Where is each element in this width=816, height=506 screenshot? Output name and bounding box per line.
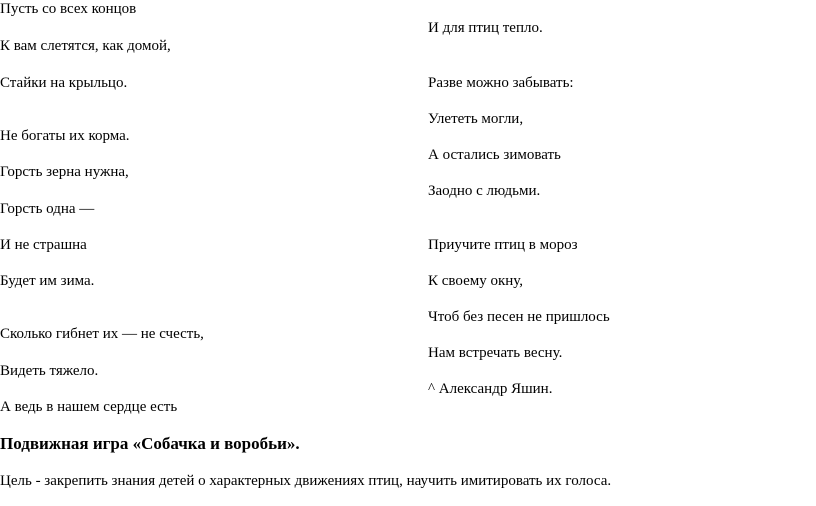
poem-line: И не страшна bbox=[0, 237, 87, 253]
game-goal: Цель - закрепить знания детей о характерных движениях птиц, научить имитировать их голоса. bbox=[0, 473, 612, 489]
poem-line: А остались зимовать bbox=[428, 147, 561, 163]
poem-line: Приучите птиц в мороз bbox=[428, 237, 578, 253]
poem-line: Стайки на крыльцо. bbox=[0, 75, 128, 91]
poem-line: К своему окну, bbox=[428, 273, 524, 289]
poem-line: Будет им зима. bbox=[0, 273, 95, 289]
poem-line: Горсть одна — bbox=[0, 201, 95, 217]
poem-line: А ведь в нашем сердце есть bbox=[0, 399, 178, 415]
poem-line: К вам слетятся, как домой, bbox=[0, 38, 171, 54]
game-title: Подвижная игра «Собачка и воробьи». bbox=[0, 434, 300, 453]
poem-line: Заодно с людьми. bbox=[428, 183, 541, 199]
poem-line: Горсть зерна нужна, bbox=[0, 164, 129, 180]
poem-line: Пусть со всех концов bbox=[0, 1, 137, 17]
poem-line: Нам встречать весну. bbox=[428, 345, 563, 361]
poem-line: Не богаты их корма. bbox=[0, 128, 130, 144]
poem-line: Видеть тяжело. bbox=[0, 363, 99, 379]
poem-line: Улететь могли, bbox=[428, 111, 524, 127]
poem-line: Сколько гибнет их — не счесть, bbox=[0, 326, 204, 342]
poem-line: Чтоб без песен не пришлось bbox=[428, 309, 610, 325]
poem-author: ^ Александр Яшин. bbox=[428, 381, 553, 397]
poem-line: Разве можно забывать: bbox=[428, 75, 574, 91]
poem-line: И для птиц тепло. bbox=[428, 20, 543, 36]
